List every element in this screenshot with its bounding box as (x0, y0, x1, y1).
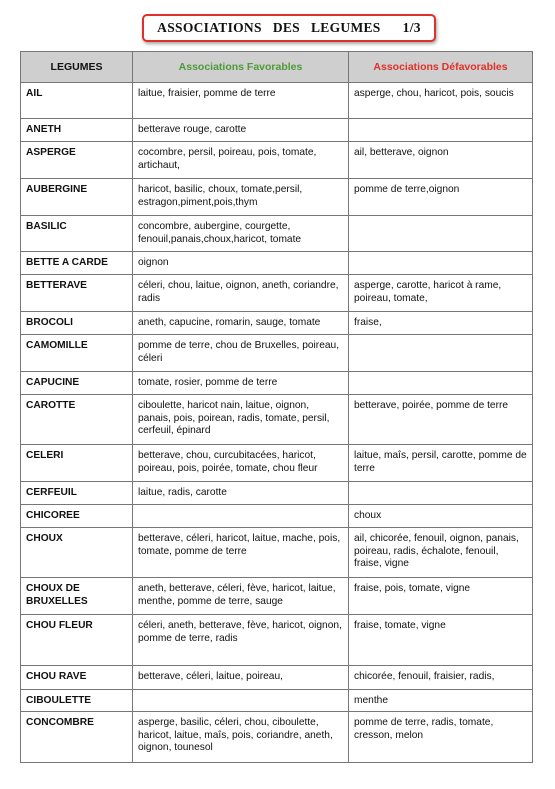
header-defavorable: Associations Défavorables (349, 52, 533, 83)
defavorable-cell: ail, betterave, oignon (349, 142, 533, 179)
defavorable-cell: fraise, (349, 312, 533, 335)
defavorable-cell (349, 482, 533, 505)
favorable-cell: betterave, céleri, laitue, poireau, (133, 666, 349, 690)
defavorable-cell (349, 119, 533, 142)
defavorable-cell: pomme de terre, radis, tomate, cresson, melon (349, 712, 533, 763)
defavorable-cell (349, 372, 533, 395)
header-favorable: Associations Favorables (133, 52, 349, 83)
defavorable-cell (349, 216, 533, 252)
legume-name: BETTERAVE (21, 275, 133, 312)
table-row (21, 119, 533, 142)
table-row (21, 666, 533, 690)
favorable-cell: betterave rouge, carotte (133, 119, 349, 142)
table-row (21, 528, 533, 578)
favorable-cell: céleri, chou, laitue, oignon, aneth, coriandre, radis (133, 275, 349, 312)
legume-name: BASILIC (21, 216, 133, 252)
favorable-cell: aneth, betterave, céleri, fève, haricot, laitue, menthe, pomme de terre, sauge (133, 578, 349, 615)
legume-name: BETTE A CARDE (21, 252, 133, 275)
table-row (21, 690, 533, 712)
table-row (21, 578, 533, 615)
favorable-cell: betterave, céleri, haricot, laitue, mache, pois, tomate, pomme de terre (133, 528, 349, 578)
table-row (21, 372, 533, 395)
legume-name: AUBERGINE (21, 179, 133, 216)
favorable-cell: haricot, basilic, choux, tomate,persil, estragon,piment,pois,thym (133, 179, 349, 216)
table-row (21, 505, 533, 528)
table-row (21, 142, 533, 179)
defavorable-cell: betterave, poirée, pomme de terre (349, 395, 533, 445)
favorable-cell: pomme de terre, chou de Bruxelles, poireau, céleri (133, 335, 349, 372)
defavorable-cell: menthe (349, 690, 533, 712)
table-row (21, 252, 533, 275)
favorable-cell: laitue, radis, carotte (133, 482, 349, 505)
defavorable-cell: asperge, carotte, haricot à rame, poireau, tomate, (349, 275, 533, 312)
table-row (21, 445, 533, 482)
defavorable-cell (349, 335, 533, 372)
favorable-cell: cocombre, persil, poireau, pois, tomate, artichaut, (133, 142, 349, 179)
legume-name: CAPUCINE (21, 372, 133, 395)
table-row (21, 482, 533, 505)
legume-name: CAROTTE (21, 395, 133, 445)
favorable-cell (133, 505, 349, 528)
header-legumes: LEGUMES (21, 52, 133, 83)
legume-name: CAMOMILLE (21, 335, 133, 372)
table-row (21, 712, 533, 763)
favorable-cell: oignon (133, 252, 349, 275)
legume-name: CIBOULETTE (21, 690, 133, 712)
favorable-cell: asperge, basilic, céleri, chou, ciboulette, haricot, laitue, maîs, pois, coriandre, aneth, oignon, tounesol (133, 712, 349, 763)
table-row (21, 312, 533, 335)
defavorable-cell: laitue, maîs, persil, carotte, pomme de terre (349, 445, 533, 482)
table-row (21, 335, 533, 372)
defavorable-cell: pomme de terre,oignon (349, 179, 533, 216)
legume-name: CONCOMBRE (21, 712, 133, 763)
table-row (21, 275, 533, 312)
legume-name: AIL (21, 83, 133, 119)
vegetable-associations-table (20, 51, 533, 763)
legume-name: CHOUX (21, 528, 133, 578)
legume-name: ASPERGE (21, 142, 133, 179)
favorable-cell: aneth, capucine, romarin, sauge, tomate (133, 312, 349, 335)
legume-name: CHOU RAVE (21, 666, 133, 690)
legume-name: BROCOLI (21, 312, 133, 335)
table-row (21, 395, 533, 445)
table-header-row (21, 52, 533, 83)
defavorable-cell: ail, chicorée, fenouil, oignon, panais, poireau, radis, échalote, fenouil, fraise, vigne (349, 528, 533, 578)
legume-name: CERFEUIL (21, 482, 133, 505)
favorable-cell: laitue, fraisier, pomme de terre (133, 83, 349, 119)
table-row (21, 83, 533, 119)
favorable-cell: concombre, aubergine, courgette, fenouil,panais,choux,haricot, tomate (133, 216, 349, 252)
defavorable-cell: choux (349, 505, 533, 528)
table-row (21, 216, 533, 252)
legume-name: ANETH (21, 119, 133, 142)
legume-name: CHOU FLEUR (21, 615, 133, 666)
defavorable-cell: fraise, pois, tomate, vigne (349, 578, 533, 615)
favorable-cell (133, 690, 349, 712)
table-row (21, 615, 533, 666)
defavorable-cell (349, 252, 533, 275)
favorable-cell: céleri, aneth, betterave, fève, haricot, oignon, pomme de terre, radis (133, 615, 349, 666)
favorable-cell: betterave, chou, curcubitacées, haricot, poireau, pois, poirée, tomate, chou fleur (133, 445, 349, 482)
legume-name: CHOUX DE BRUXELLES (21, 578, 133, 615)
legume-name: CELERI (21, 445, 133, 482)
defavorable-cell: asperge, chou, haricot, pois, soucis (349, 83, 533, 119)
favorable-cell: tomate, rosier, pomme de terre (133, 372, 349, 395)
defavorable-cell: chicorée, fenouil, fraisier, radis, (349, 666, 533, 690)
favorable-cell: ciboulette, haricot nain, laitue, oignon, panais, pois, poirean, radis, tomate, persil, cerfeuil, épinard (133, 395, 349, 445)
table-row (21, 179, 533, 216)
legume-name: CHICOREE (21, 505, 133, 528)
defavorable-cell: fraise, tomate, vigne (349, 615, 533, 666)
page-title: ASSOCIATIONS DES LEGUMES 1/3 (142, 14, 436, 42)
